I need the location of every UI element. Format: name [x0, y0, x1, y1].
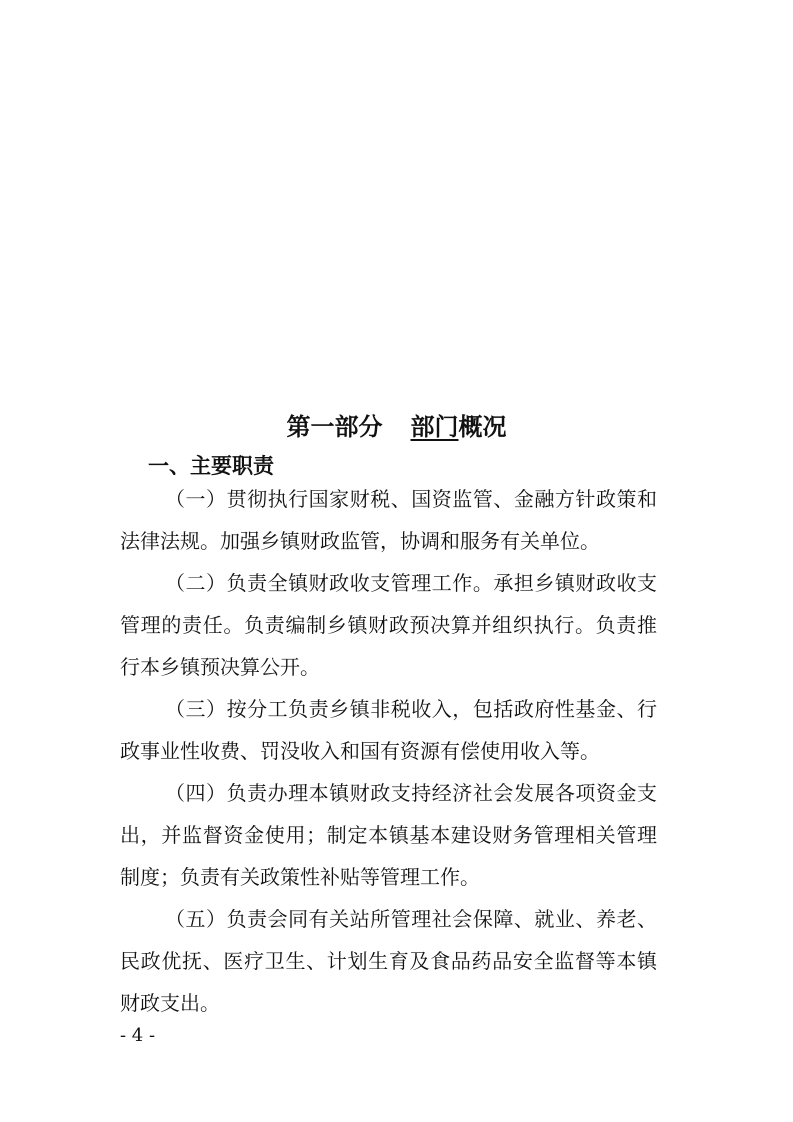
paragraph-line: 财政支出。 [120, 991, 220, 1015]
paragraph [120, 772, 657, 898]
paragraph-line: 行本乡镇预决算公开。 [120, 655, 320, 679]
title-part: 第一部分 [286, 413, 383, 441]
title-rest: 概况 [458, 413, 507, 441]
paragraph-line: 制度；负责有关政策性补贴等管理工作。 [120, 865, 480, 889]
page-title [0, 410, 793, 444]
paragraph [120, 478, 657, 562]
document-body [120, 478, 657, 1024]
paragraph-line: （四）负责办理本镇财政支持经济社会发展各项资金支 [165, 781, 657, 805]
title-underlined: 部门 [410, 413, 459, 441]
paragraph-line: （三）按分工负责乡镇非税收入，包括政府性基金、行 [165, 697, 657, 721]
paragraph [120, 562, 657, 688]
paragraph-line: 政事业性收费、罚没收入和国有资源有偿使用收入等。 [120, 739, 600, 763]
page-number: - 4 - [120, 1025, 156, 1046]
paragraph [120, 688, 657, 772]
paragraph-line: 管理的责任。负责编制乡镇财政预决算并组织执行。负责推 [120, 613, 657, 637]
paragraph-line: 出，并监督资金使用；制定本镇基本建设财务管理相关管理 [120, 823, 657, 847]
paragraph-line: （二）负责全镇财政收支管理工作。承担乡镇财政收支 [165, 571, 657, 595]
section-heading: 一、主要职责 [148, 454, 274, 478]
paragraph-line: 民政优抚、医疗卫生、计划生育及食品药品安全监督等本镇 [120, 949, 657, 973]
paragraph-line: 法律法规。加强乡镇财政监管，协调和服务有关单位。 [120, 529, 600, 553]
paragraph-line: （一）贯彻执行国家财税、国资监管、金融方针政策和 [165, 487, 657, 511]
paragraph-line: （五）负责会同有关站所管理社会保障、就业、养老、 [165, 907, 657, 931]
paragraph [120, 898, 657, 1024]
